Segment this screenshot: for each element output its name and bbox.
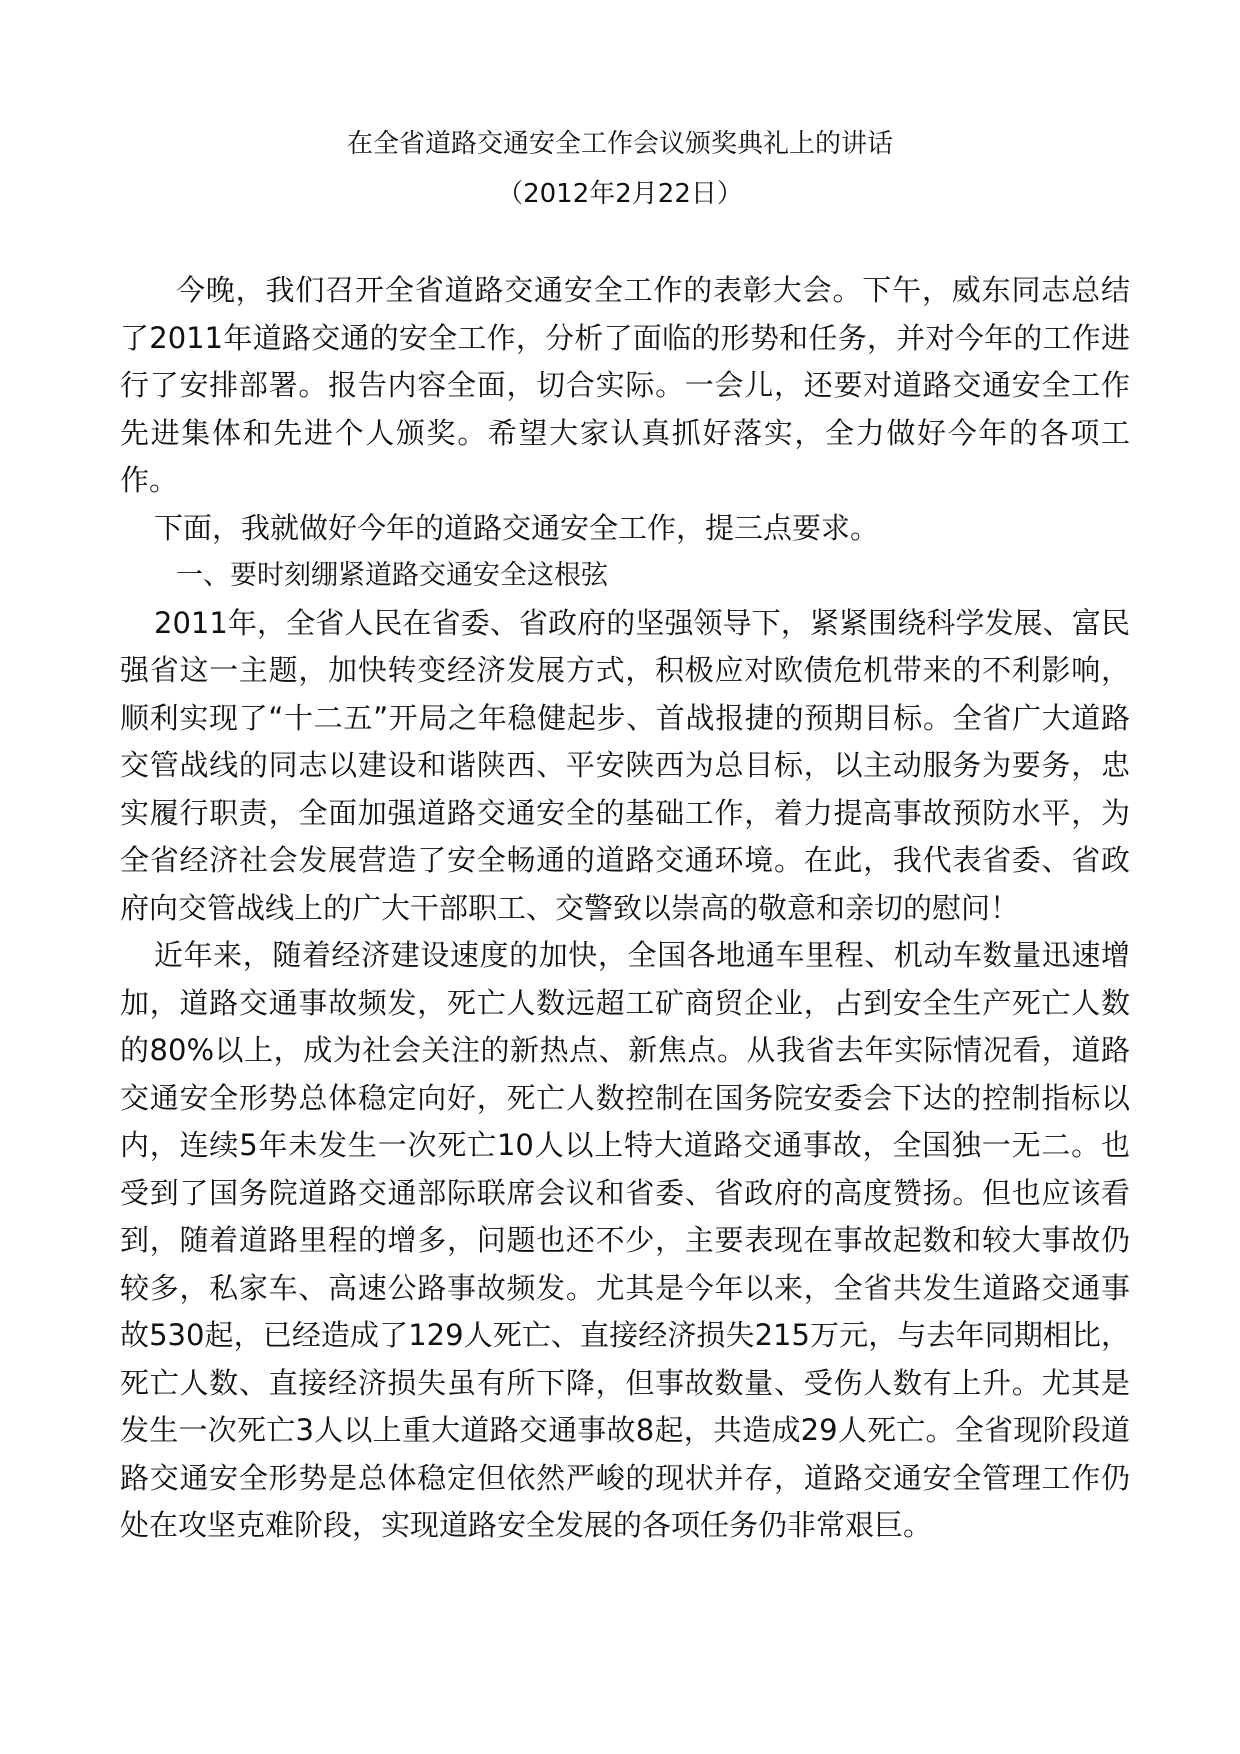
paragraph-opening: 今晚，我们召开全省道路交通安全工作的表彰大会。下午，威东同志总结了2011年道路交通的安全工作，分析了面临的形势和任务，并对今年的工作进行了安排部署。报告内容全面，切合实际。一会儿，还要对道路交通安全工作先进集体和先进个人颁奖。希望大家认真抓好落实，全力做好今年的各项工作。: [120, 273, 1130, 497]
section-heading-1: 一、要时刻绷紧道路交通安全这根弦: [176, 560, 608, 591]
document-date: （2012年2月22日）: [497, 179, 743, 209]
paragraph-2011-summary: 2011年，全省人民在省委、省政府的坚强领导下，紧紧围绕科学发展、富民强省这一主题，加快转变经济发展方式，积极应对欧债危机带来的不利影响，顺利实现了“十二五”开局之年稳健起步、首战报捷的预期目标。全省广大道路交管战线的同志以建设和谐陕西、平安陕西为总目标，以主动服务为要务，忠实履行职责，全面加强道路交通安全的基础工作，着力提高事故预防水平，为全省经济社会发展营造了安全畅通的道路交通环境。在此，我代表省委、省政府向交管战线上的广大干部职工、交警致以崇高的敬意和亲切的慰问！: [120, 605, 1130, 925]
paragraph-recent-situation: 近年来，随着经济建设速度的加快，全国各地通车里程、机动车数量迅速增加，道路交通事故频发，死亡人数远超工矿商贸企业，占到安全生产死亡人数的80%以上，成为社会关注的新热点、新焦点。从我省去年实际情况看，道路交通安全形势总体稳定向好，死亡人数控制在国务院安委会下达的控制指标以内，连续5年未发生一次死亡10人以上特大道路交通事故，全国独一无二。也受到了国务院道路交通部际联席会议和省委、省政府的高度赞扬。但也应该看到，随着道路里程的增多，问题也还不少，主要表现在事故起数和较大事故仍较多，私家车、高速公路事故频发。尤其是今年以来，全省共发生道路交通事故530起，已经造成了129人死亡、直接经济损失215万元，与去年同期相比，死亡人数、直接经济损失虽有所下降，但事故数量、受伤人数有上升。尤其是发生一次死亡3人以上重大道路交通事故8起，共造成29人死亡。全省现阶段道路交通安全形势是总体稳定但依然严峻的现状并存，道路交通安全管理工作仍处在攻坚克难阶段，实现道路安全发展的各项任务仍非常艰巨。: [120, 938, 1130, 1542]
document-title: 在全省道路交通安全工作会议颁奖典礼上的讲话: [346, 129, 893, 159]
document-body: [120, 267, 1130, 1550]
paragraph-intro-requirements: 下面，我就做好今年的道路交通安全工作，提三点要求。: [154, 510, 880, 545]
